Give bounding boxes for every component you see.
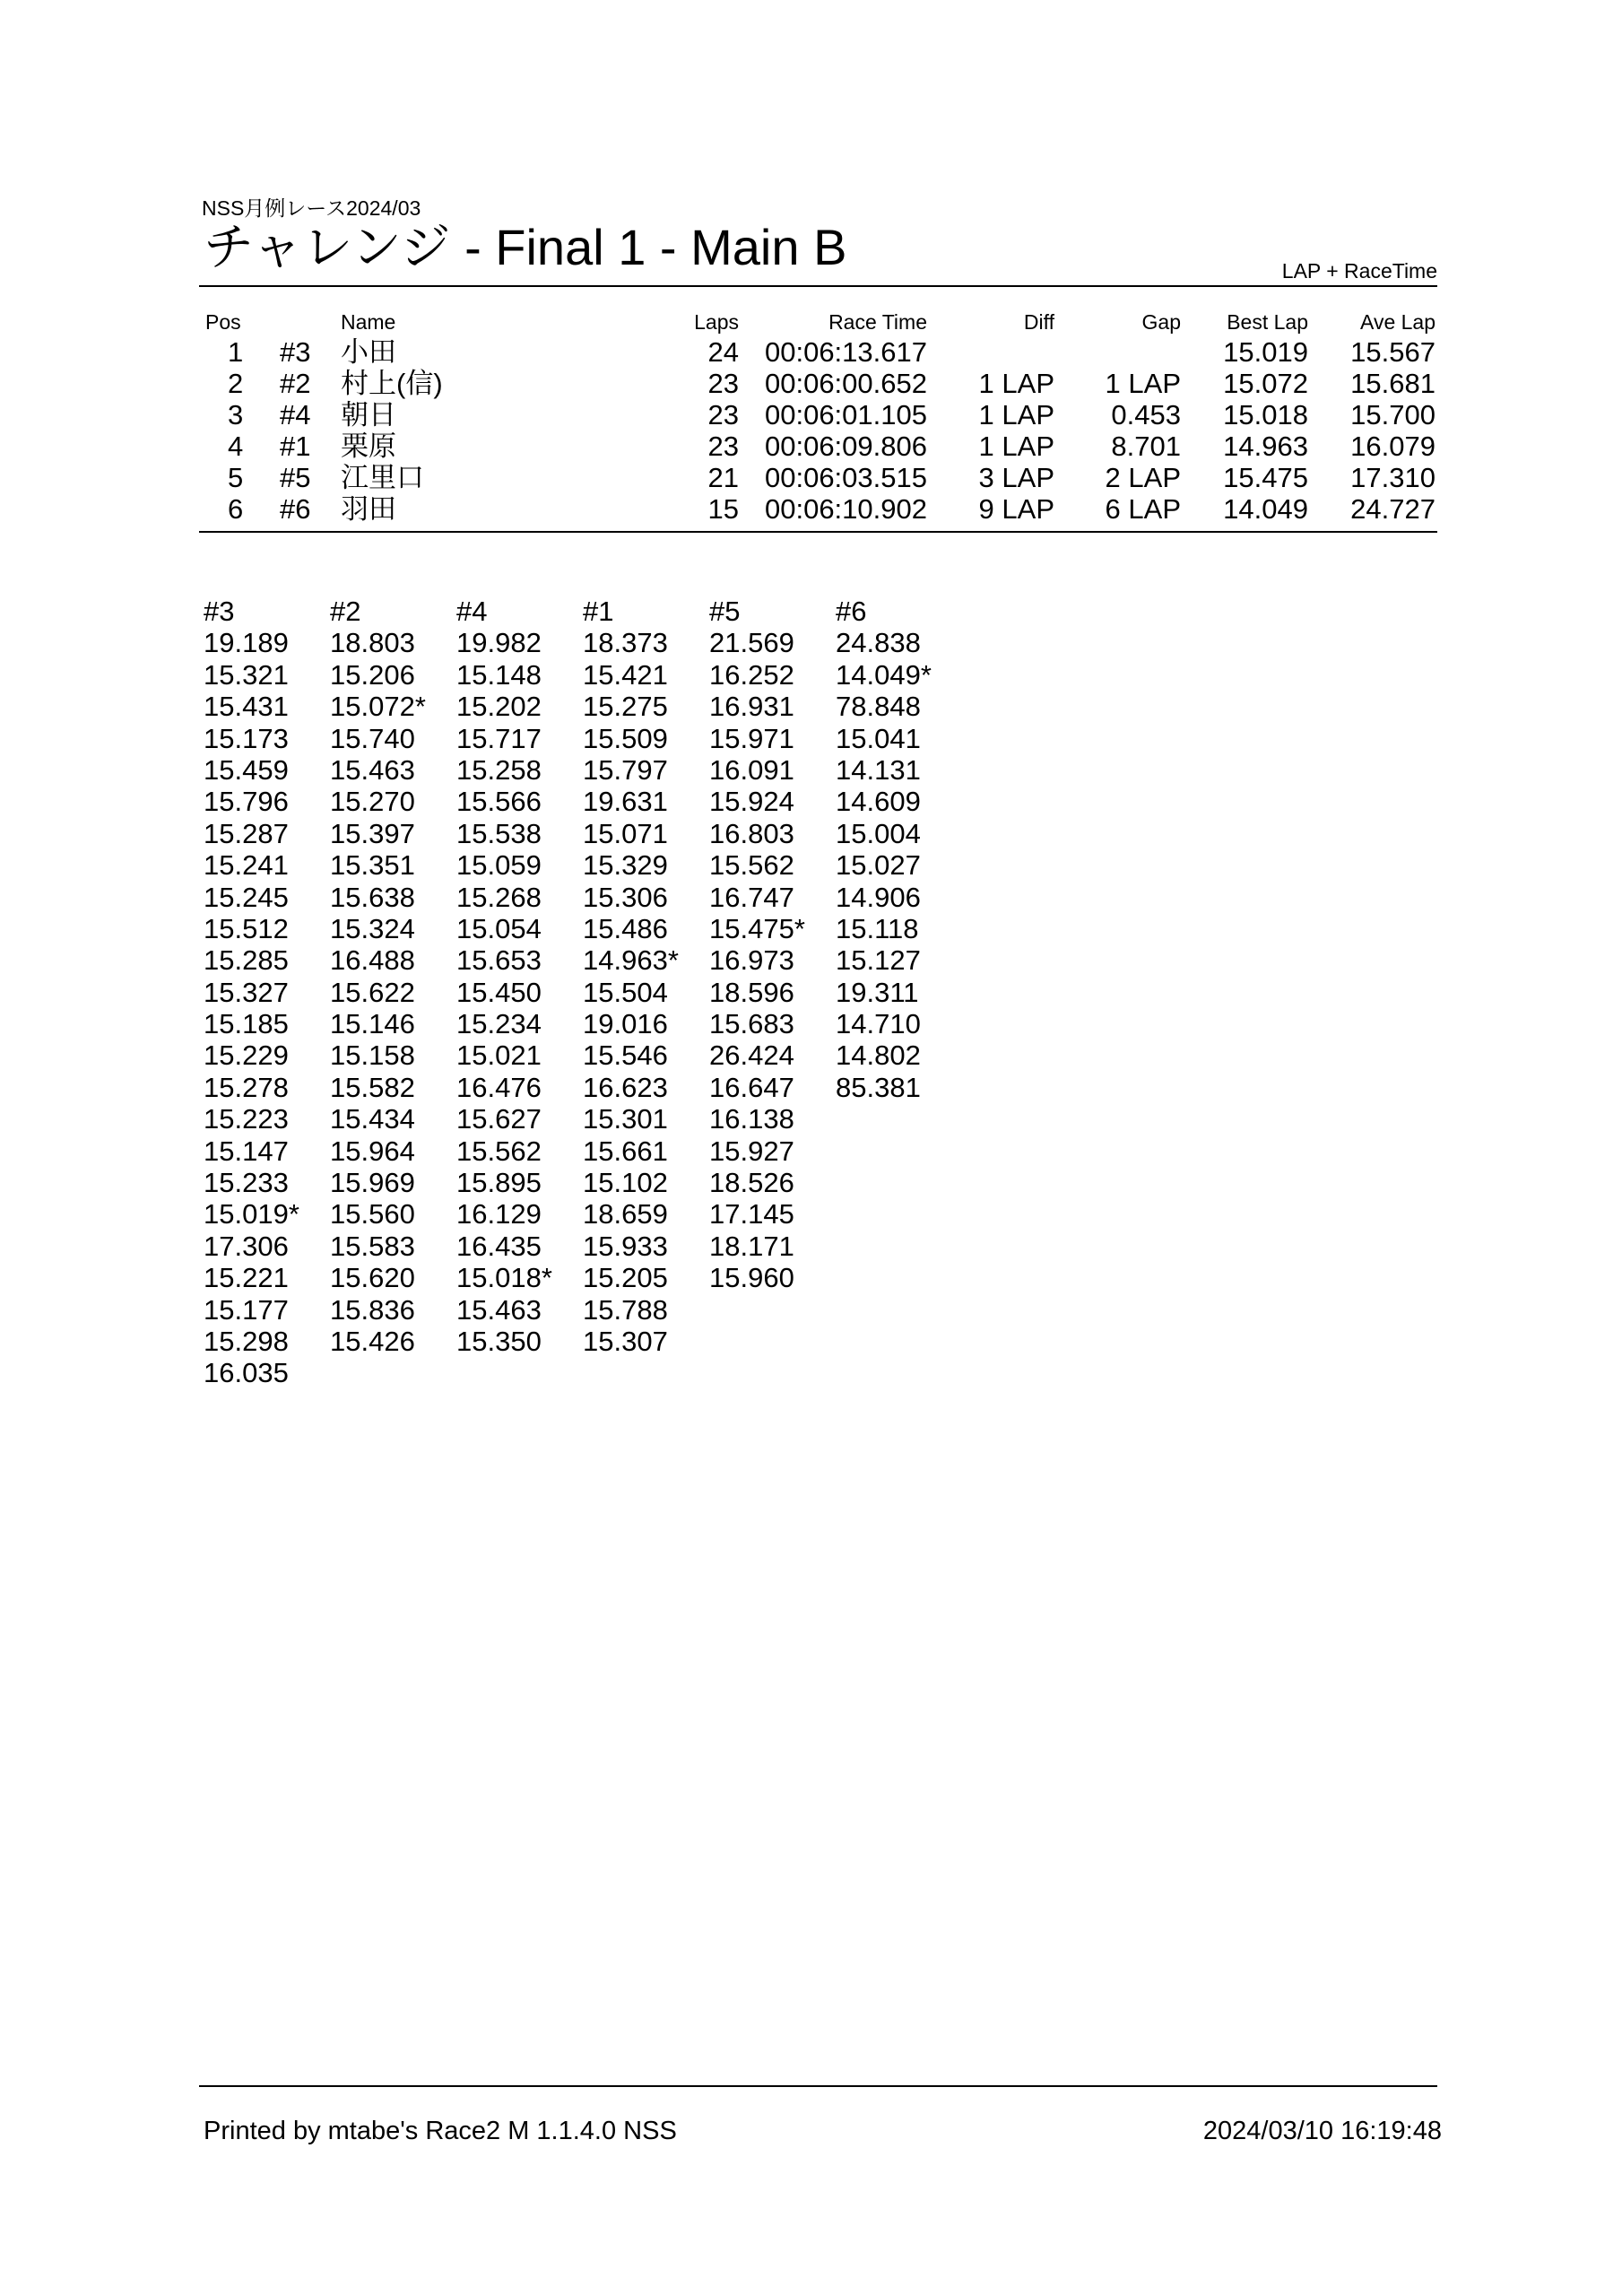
lap-time-cell: 15.324: [330, 912, 415, 944]
lap-time-cell: 24.838: [836, 627, 921, 659]
lap-time-cell: 15.895: [456, 1167, 542, 1199]
race-time-cell: 00:06:13.617: [764, 336, 927, 368]
lap-time-cell: 19.311: [836, 976, 919, 1008]
laps-cell: 23: [707, 368, 739, 399]
lap-time-cell: 15.018*: [456, 1262, 552, 1294]
lap-time-cell: 15.306: [583, 881, 668, 913]
ave-lap-cell: 15.681: [1350, 368, 1436, 399]
lap-time-cell: 15.638: [330, 881, 415, 913]
best-lap-cell: 15.018: [1223, 399, 1308, 430]
lap-time-cell: 17.306: [204, 1230, 289, 1262]
lap-column: [204, 596, 329, 1389]
lap-time-cell: 16.488: [330, 944, 415, 977]
lap-time-cell: 15.509: [583, 722, 668, 754]
lap-time-cell: 14.802: [836, 1039, 921, 1072]
lap-time-cell: 16.435: [456, 1230, 542, 1262]
lap-time-cell: 15.717: [456, 722, 542, 754]
lap-time-cell: 15.301: [583, 1103, 668, 1135]
lap-time-cell: 15.041: [836, 722, 921, 754]
lap-time-cell: 15.459: [204, 753, 289, 786]
lap-time-cell: 14.963*: [583, 944, 679, 977]
lap-time-cell: 15.486: [583, 912, 668, 944]
lap-time-cell: 16.623: [583, 1071, 668, 1103]
gap-cell: 2 LAP: [1105, 462, 1181, 493]
lap-time-cell: 26.424: [709, 1039, 794, 1072]
lap-time-cell: 15.426: [330, 1325, 415, 1357]
lap-time-cell: 14.049*: [836, 658, 932, 691]
lap-time-cell: 15.350: [456, 1325, 542, 1357]
lap-time-cell: 15.021: [456, 1039, 542, 1072]
lap-time-cell: 85.381: [836, 1071, 921, 1103]
lap-time-cell: 15.102: [583, 1167, 668, 1199]
laps-cell: 21: [707, 462, 739, 493]
lap-time-cell: 18.803: [330, 627, 415, 659]
lap-time-cell: 15.127: [836, 944, 921, 977]
lap-time-cell: 16.035: [204, 1357, 289, 1389]
pos-cell: 4: [228, 430, 244, 462]
lap-time-cell: 15.054: [456, 912, 542, 944]
lap-time-cell: 17.145: [709, 1198, 794, 1231]
race-time-cell: 00:06:01.105: [764, 399, 927, 430]
lap-column: [709, 596, 835, 1294]
lap-time-cell: 15.223: [204, 1103, 289, 1135]
lap-time-cell: 15.287: [204, 817, 289, 849]
laps-cell: 24: [707, 336, 739, 368]
lap-time-cell: 15.327: [204, 976, 289, 1008]
lap-time-cell: 15.546: [583, 1039, 668, 1072]
lap-time-cell: 15.740: [330, 722, 415, 754]
car-number-cell: #4: [280, 399, 311, 430]
lap-column-header: #4: [456, 596, 488, 627]
lap-time-cell: 15.202: [456, 691, 542, 723]
header-divider: [199, 285, 1437, 287]
lap-time-cell: 15.278: [204, 1071, 289, 1103]
lap-time-cell: 15.582: [330, 1071, 415, 1103]
lap-time-cell: 15.147: [204, 1135, 289, 1167]
col-header-gap: Gap: [1141, 310, 1181, 334]
lap-time-cell: 15.475*: [709, 912, 805, 944]
report-type-label: LAP + RaceTime: [1281, 259, 1437, 283]
lap-time-cell: 15.797: [583, 753, 668, 786]
lap-time-cell: 15.583: [330, 1230, 415, 1262]
driver-name-cell: 栗原: [341, 430, 396, 462]
pos-cell: 2: [228, 368, 244, 399]
best-lap-cell: 15.019: [1223, 336, 1308, 368]
results-divider: [199, 531, 1437, 533]
lap-time-cell: 15.620: [330, 1262, 415, 1294]
lap-time-cell: 19.631: [583, 786, 668, 818]
lap-time-cell: 15.019*: [204, 1198, 299, 1231]
lap-time-cell: 15.321: [204, 658, 289, 691]
ave-lap-cell: 16.079: [1350, 430, 1436, 462]
table-row: [0, 430, 1622, 462]
pos-cell: 3: [228, 399, 244, 430]
lap-time-cell: 18.373: [583, 627, 668, 659]
col-header-diff: Diff: [1023, 310, 1054, 334]
lap-time-cell: 14.906: [836, 881, 921, 913]
event-name: NSS月例レース2024/03: [202, 196, 421, 220]
race-time-cell: 00:06:10.902: [764, 493, 927, 525]
lap-time-cell: 21.569: [709, 627, 794, 659]
lap-time-cell: 19.982: [456, 627, 542, 659]
lap-time-cell: 15.268: [456, 881, 542, 913]
lap-time-cell: 16.647: [709, 1071, 794, 1103]
race-time-cell: 00:06:03.515: [764, 462, 927, 493]
lap-column: [583, 596, 708, 1357]
lap-time-cell: 15.796: [204, 786, 289, 818]
ave-lap-cell: 15.567: [1350, 336, 1436, 368]
lap-time-cell: 15.158: [330, 1039, 415, 1072]
lap-time-cell: 15.071: [583, 817, 668, 849]
lap-time-cell: 15.185: [204, 1008, 289, 1040]
car-number-cell: #6: [280, 493, 311, 525]
gap-cell: 6 LAP: [1105, 493, 1181, 525]
lap-time-cell: 16.129: [456, 1198, 542, 1231]
footer-divider: [199, 2085, 1437, 2087]
ave-lap-cell: 24.727: [1350, 493, 1436, 525]
printed-by-text: Printed by mtabe's Race2 M 1.1.4.0 NSS: [204, 2117, 677, 2145]
lap-time-cell: 15.964: [330, 1135, 415, 1167]
ave-lap-cell: 15.700: [1350, 399, 1436, 430]
lap-time-cell: 15.298: [204, 1325, 289, 1357]
lap-time-cell: 15.421: [583, 658, 668, 691]
lap-time-cell: 15.004: [836, 817, 921, 849]
lap-time-cell: 15.258: [456, 753, 542, 786]
lap-time-cell: 15.270: [330, 786, 415, 818]
lap-time-cell: 15.836: [330, 1293, 415, 1326]
lap-time-cell: 15.450: [456, 976, 542, 1008]
lap-time-cell: 15.538: [456, 817, 542, 849]
lap-column: [330, 596, 455, 1357]
diff-cell: 1 LAP: [978, 430, 1054, 462]
results-header-row: [0, 309, 1622, 335]
col-header-pos: Pos: [205, 310, 241, 334]
table-row: [0, 493, 1622, 525]
lap-time-cell: 16.973: [709, 944, 794, 977]
lap-time-cell: 78.848: [836, 691, 921, 723]
lap-time-cell: 15.924: [709, 786, 794, 818]
best-lap-cell: 15.475: [1223, 462, 1308, 493]
lap-time-cell: 15.027: [836, 849, 921, 882]
lap-time-cell: 15.285: [204, 944, 289, 977]
lap-column-header: #5: [709, 596, 741, 627]
diff-cell: 1 LAP: [978, 399, 1054, 430]
lap-time-cell: 15.431: [204, 691, 289, 723]
lap-time-cell: 15.969: [330, 1167, 415, 1199]
race-time-cell: 00:06:00.652: [764, 368, 927, 399]
lap-time-cell: 15.927: [709, 1135, 794, 1167]
car-number-cell: #3: [280, 336, 311, 368]
lap-time-cell: 15.566: [456, 786, 542, 818]
lap-time-cell: 15.971: [709, 722, 794, 754]
driver-name-cell: 朝日: [341, 399, 396, 430]
table-row: [0, 336, 1622, 368]
lap-time-cell: 15.177: [204, 1293, 289, 1326]
lap-time-cell: 18.659: [583, 1198, 668, 1231]
lap-time-cell: 15.653: [456, 944, 542, 977]
lap-column: [456, 596, 582, 1357]
laps-cell: 15: [707, 493, 739, 525]
lap-time-cell: 16.091: [709, 753, 794, 786]
table-row: [0, 368, 1622, 399]
lap-time-cell: 15.245: [204, 881, 289, 913]
driver-name-cell: 村上(信): [341, 368, 443, 399]
lap-time-cell: 19.016: [583, 1008, 668, 1040]
lap-time-cell: 15.275: [583, 691, 668, 723]
lap-time-cell: 15.206: [330, 658, 415, 691]
lap-time-cell: 18.526: [709, 1167, 794, 1199]
lap-time-cell: 15.434: [330, 1103, 415, 1135]
col-header-laps: Laps: [694, 310, 739, 334]
race-title: チャレンジ - Final 1 - Main B: [204, 219, 847, 275]
diff-cell: 1 LAP: [978, 368, 1054, 399]
lap-time-cell: 15.463: [456, 1293, 542, 1326]
lap-time-cell: 15.118: [836, 912, 919, 944]
gap-cell: 1 LAP: [1105, 368, 1181, 399]
lap-time-cell: 14.131: [836, 753, 921, 786]
lap-column-header: #1: [583, 596, 614, 627]
pos-cell: 5: [228, 462, 244, 493]
lap-time-cell: 18.596: [709, 976, 794, 1008]
lap-time-cell: 15.307: [583, 1325, 668, 1357]
lap-time-cell: 16.252: [709, 658, 794, 691]
diff-cell: 3 LAP: [978, 462, 1054, 493]
diff-cell: 9 LAP: [978, 493, 1054, 525]
best-lap-cell: 14.963: [1223, 430, 1308, 462]
ave-lap-cell: 17.310: [1350, 462, 1436, 493]
col-header-best-lap: Best Lap: [1227, 310, 1308, 334]
car-number-cell: #5: [280, 462, 311, 493]
lap-time-cell: 15.627: [456, 1103, 542, 1135]
driver-name-cell: 小田: [341, 336, 396, 368]
lap-time-cell: 16.138: [709, 1103, 794, 1135]
lap-time-cell: 15.173: [204, 722, 289, 754]
car-number-cell: #1: [280, 430, 311, 462]
col-header-ave-lap: Ave Lap: [1360, 310, 1436, 334]
lap-time-cell: 16.803: [709, 817, 794, 849]
laps-cell: 23: [707, 430, 739, 462]
lap-time-cell: 15.622: [330, 976, 415, 1008]
lap-time-cell: 14.710: [836, 1008, 921, 1040]
lap-time-cell: 15.233: [204, 1167, 289, 1199]
lap-time-cell: 15.059: [456, 849, 542, 882]
lap-time-cell: 15.221: [204, 1262, 289, 1294]
table-row: [0, 462, 1622, 493]
lap-time-cell: 16.476: [456, 1071, 542, 1103]
lap-time-cell: 15.329: [583, 849, 668, 882]
lap-time-cell: 15.562: [456, 1135, 542, 1167]
lap-time-cell: 16.931: [709, 691, 794, 723]
driver-name-cell: 江里口: [341, 462, 424, 493]
lap-time-cell: 15.148: [456, 658, 542, 691]
lap-time-cell: 15.504: [583, 976, 668, 1008]
lap-column-header: #6: [836, 596, 867, 627]
lap-time-cell: 15.560: [330, 1198, 415, 1231]
lap-time-cell: 15.229: [204, 1039, 289, 1072]
lap-column-header: #3: [204, 596, 235, 627]
laps-cell: 23: [707, 399, 739, 430]
lap-time-cell: 15.146: [330, 1008, 415, 1040]
lap-time-cell: 15.351: [330, 849, 415, 882]
pos-cell: 1: [228, 336, 244, 368]
lap-time-cell: 18.171: [709, 1230, 794, 1262]
lap-time-cell: 15.205: [583, 1262, 668, 1294]
lap-time-cell: 15.234: [456, 1008, 542, 1040]
pos-cell: 6: [228, 493, 244, 525]
lap-column-header: #2: [330, 596, 361, 627]
lap-time-cell: 14.609: [836, 786, 921, 818]
lap-time-cell: 15.512: [204, 912, 289, 944]
driver-name-cell: 羽田: [341, 493, 396, 525]
print-timestamp: 2024/03/10 16:19:48: [1202, 2117, 1442, 2145]
lap-column: [836, 596, 961, 1103]
table-row: [0, 399, 1622, 430]
lap-time-cell: 15.788: [583, 1293, 668, 1326]
lap-time-cell: 15.397: [330, 817, 415, 849]
best-lap-cell: 14.049: [1223, 493, 1308, 525]
lap-time-cell: 15.960: [709, 1262, 794, 1294]
gap-cell: 8.701: [1111, 430, 1181, 462]
best-lap-cell: 15.072: [1223, 368, 1308, 399]
lap-time-cell: 15.661: [583, 1135, 668, 1167]
car-number-cell: #2: [280, 368, 311, 399]
lap-time-cell: 15.072*: [330, 691, 426, 723]
lap-time-cell: 15.463: [330, 753, 415, 786]
lap-time-cell: 19.189: [204, 627, 289, 659]
gap-cell: 0.453: [1111, 399, 1181, 430]
lap-time-cell: 15.241: [204, 849, 289, 882]
lap-time-cell: 15.683: [709, 1008, 794, 1040]
col-header-race-time: Race Time: [828, 310, 927, 334]
race-time-cell: 00:06:09.806: [764, 430, 927, 462]
lap-time-cell: 15.933: [583, 1230, 668, 1262]
lap-time-cell: 15.562: [709, 849, 794, 882]
col-header-name: Name: [341, 310, 396, 334]
lap-time-cell: 16.747: [709, 881, 794, 913]
